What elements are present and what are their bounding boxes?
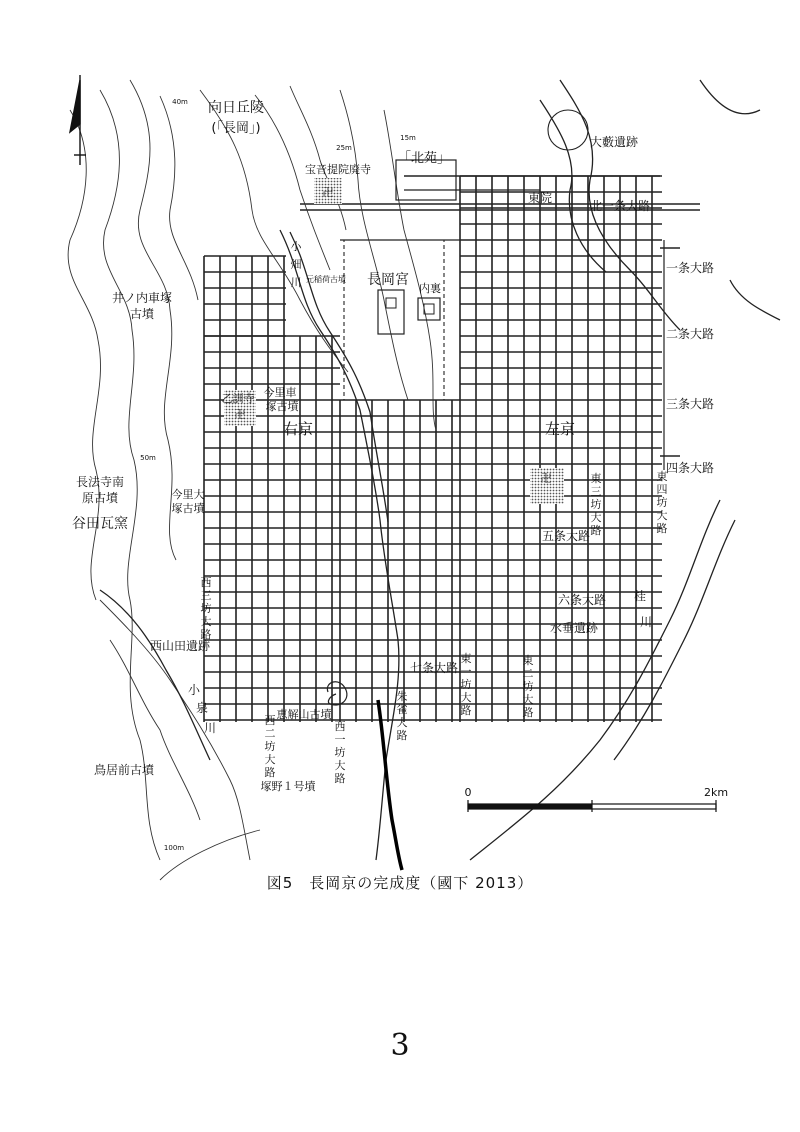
- north-arrow-icon: [70, 75, 86, 165]
- label-imazato-kurumazuka-1: 今里車: [263, 386, 297, 399]
- label-higashi-nibo: 東二坊大路: [522, 654, 534, 719]
- label-mizutare: 水垂遺跡: [549, 621, 599, 635]
- label-nishi-nibo: 西二坊大路: [264, 714, 276, 779]
- label-contour-50m: 50m: [140, 454, 156, 462]
- street-grid: [204, 176, 700, 722]
- label-temple-2: 卍: [234, 408, 246, 421]
- label-hokuen: 「北苑」: [397, 151, 451, 166]
- scale-bar: [465, 786, 729, 812]
- label-nishi-ichibo: 西一坊大路: [334, 720, 346, 785]
- label-inouchi-1: 井ノ内車塚: [111, 291, 173, 305]
- label-inouchi-2: 古墳: [129, 307, 155, 321]
- label-toriimae: 鳥居前古墳: [93, 763, 155, 777]
- label-nagaoka-bracket: (「長岡」): [211, 121, 261, 136]
- ebisuyama-kofun: [327, 682, 347, 705]
- label-shichijo: 七条大路: [409, 661, 459, 675]
- label-kita-ichijo: 北一条大路: [589, 199, 651, 213]
- dairi-compound: [418, 298, 440, 320]
- label-motoinari: 元稲荷古墳: [306, 275, 346, 284]
- label-sakaino: 塚野１号墳: [260, 780, 316, 793]
- label-gojo: 五条大路: [541, 529, 591, 543]
- palace-compound: [378, 290, 404, 334]
- hokuen-area: [396, 160, 456, 200]
- label-koizumi-2: 泉: [195, 701, 209, 715]
- label-contour-15m: 15m: [400, 134, 416, 142]
- label-koizumi-1: 小: [187, 683, 201, 697]
- page-number: 3: [390, 1028, 410, 1063]
- label-higashi-shibo: 東四坊大路: [656, 470, 668, 535]
- label-nijo: 二条大路: [665, 327, 715, 341]
- label-ebisuyama: 恵解山古墳: [276, 708, 332, 721]
- label-tanida: 谷田瓦窯: [72, 516, 128, 532]
- label-nagaoka-palace: 長岡宮: [367, 272, 409, 288]
- label-touin: 東院: [527, 191, 553, 205]
- label-suzaku: 朱雀大路: [396, 690, 408, 742]
- label-ukyo: 右京: [282, 420, 314, 438]
- label-chohoji-2: 原古墳: [81, 491, 119, 505]
- label-temple-1: 卍: [322, 186, 334, 199]
- ouyabu-ruins-circle: [548, 110, 588, 150]
- label-rokujo: 六条大路: [557, 593, 607, 607]
- koizumi-river: [100, 590, 210, 760]
- label-koizumi-3: 川: [203, 721, 217, 735]
- label-shijo: 四条大路: [665, 461, 715, 475]
- label-higashi-ichibo: 東一坊大路: [460, 652, 472, 717]
- scale-end-label: 2km: [703, 786, 729, 799]
- label-temple-3: 卍: [540, 472, 552, 485]
- label-nishiyamada: 西山田遺跡: [149, 639, 211, 653]
- label-sanjo: 三条大路: [665, 397, 715, 411]
- label-contour-40m: 40m: [172, 98, 188, 106]
- label-obata-river-2: 畑: [290, 258, 302, 271]
- label-mukou-hill: 向日丘陵: [208, 100, 264, 116]
- hatched-sites: [221, 178, 564, 504]
- label-sakyo: 左京: [544, 420, 576, 438]
- scale-start-label: 0: [464, 786, 472, 799]
- label-ouyabu: 大藪遺跡: [589, 135, 639, 149]
- label-contour-100m: 100m: [163, 844, 185, 852]
- label-otokunidera: 乙訓寺: [221, 392, 255, 405]
- label-obata-river-3: 川: [290, 276, 302, 289]
- label-obata-river-1: 小: [290, 240, 302, 253]
- label-katsura-1: 桂: [633, 589, 647, 603]
- label-nishi-sanbo: 西三坊大路: [200, 576, 212, 641]
- label-dairi: 内裏: [419, 282, 441, 295]
- figure-caption: 図5 長岡京の完成度（國下 2013）: [266, 874, 534, 892]
- label-hobodaiin: 宝音提院廃寺: [305, 163, 371, 176]
- label-imazato-otsuka-1: 今里大: [171, 488, 205, 501]
- label-contour-25m: 25m: [336, 144, 352, 152]
- label-chohoji-1: 長法寺南: [75, 475, 125, 489]
- map-labels: [72, 98, 714, 852]
- label-ichijo: 一条大路: [665, 261, 715, 275]
- label-imazato-otsuka-2: 塚古墳: [171, 502, 205, 515]
- label-imazato-kurumazuka-2: 塚古墳: [265, 400, 299, 413]
- label-katsura-2: 川: [639, 615, 653, 629]
- label-higashi-sanbo: 東三坊大路: [590, 472, 602, 537]
